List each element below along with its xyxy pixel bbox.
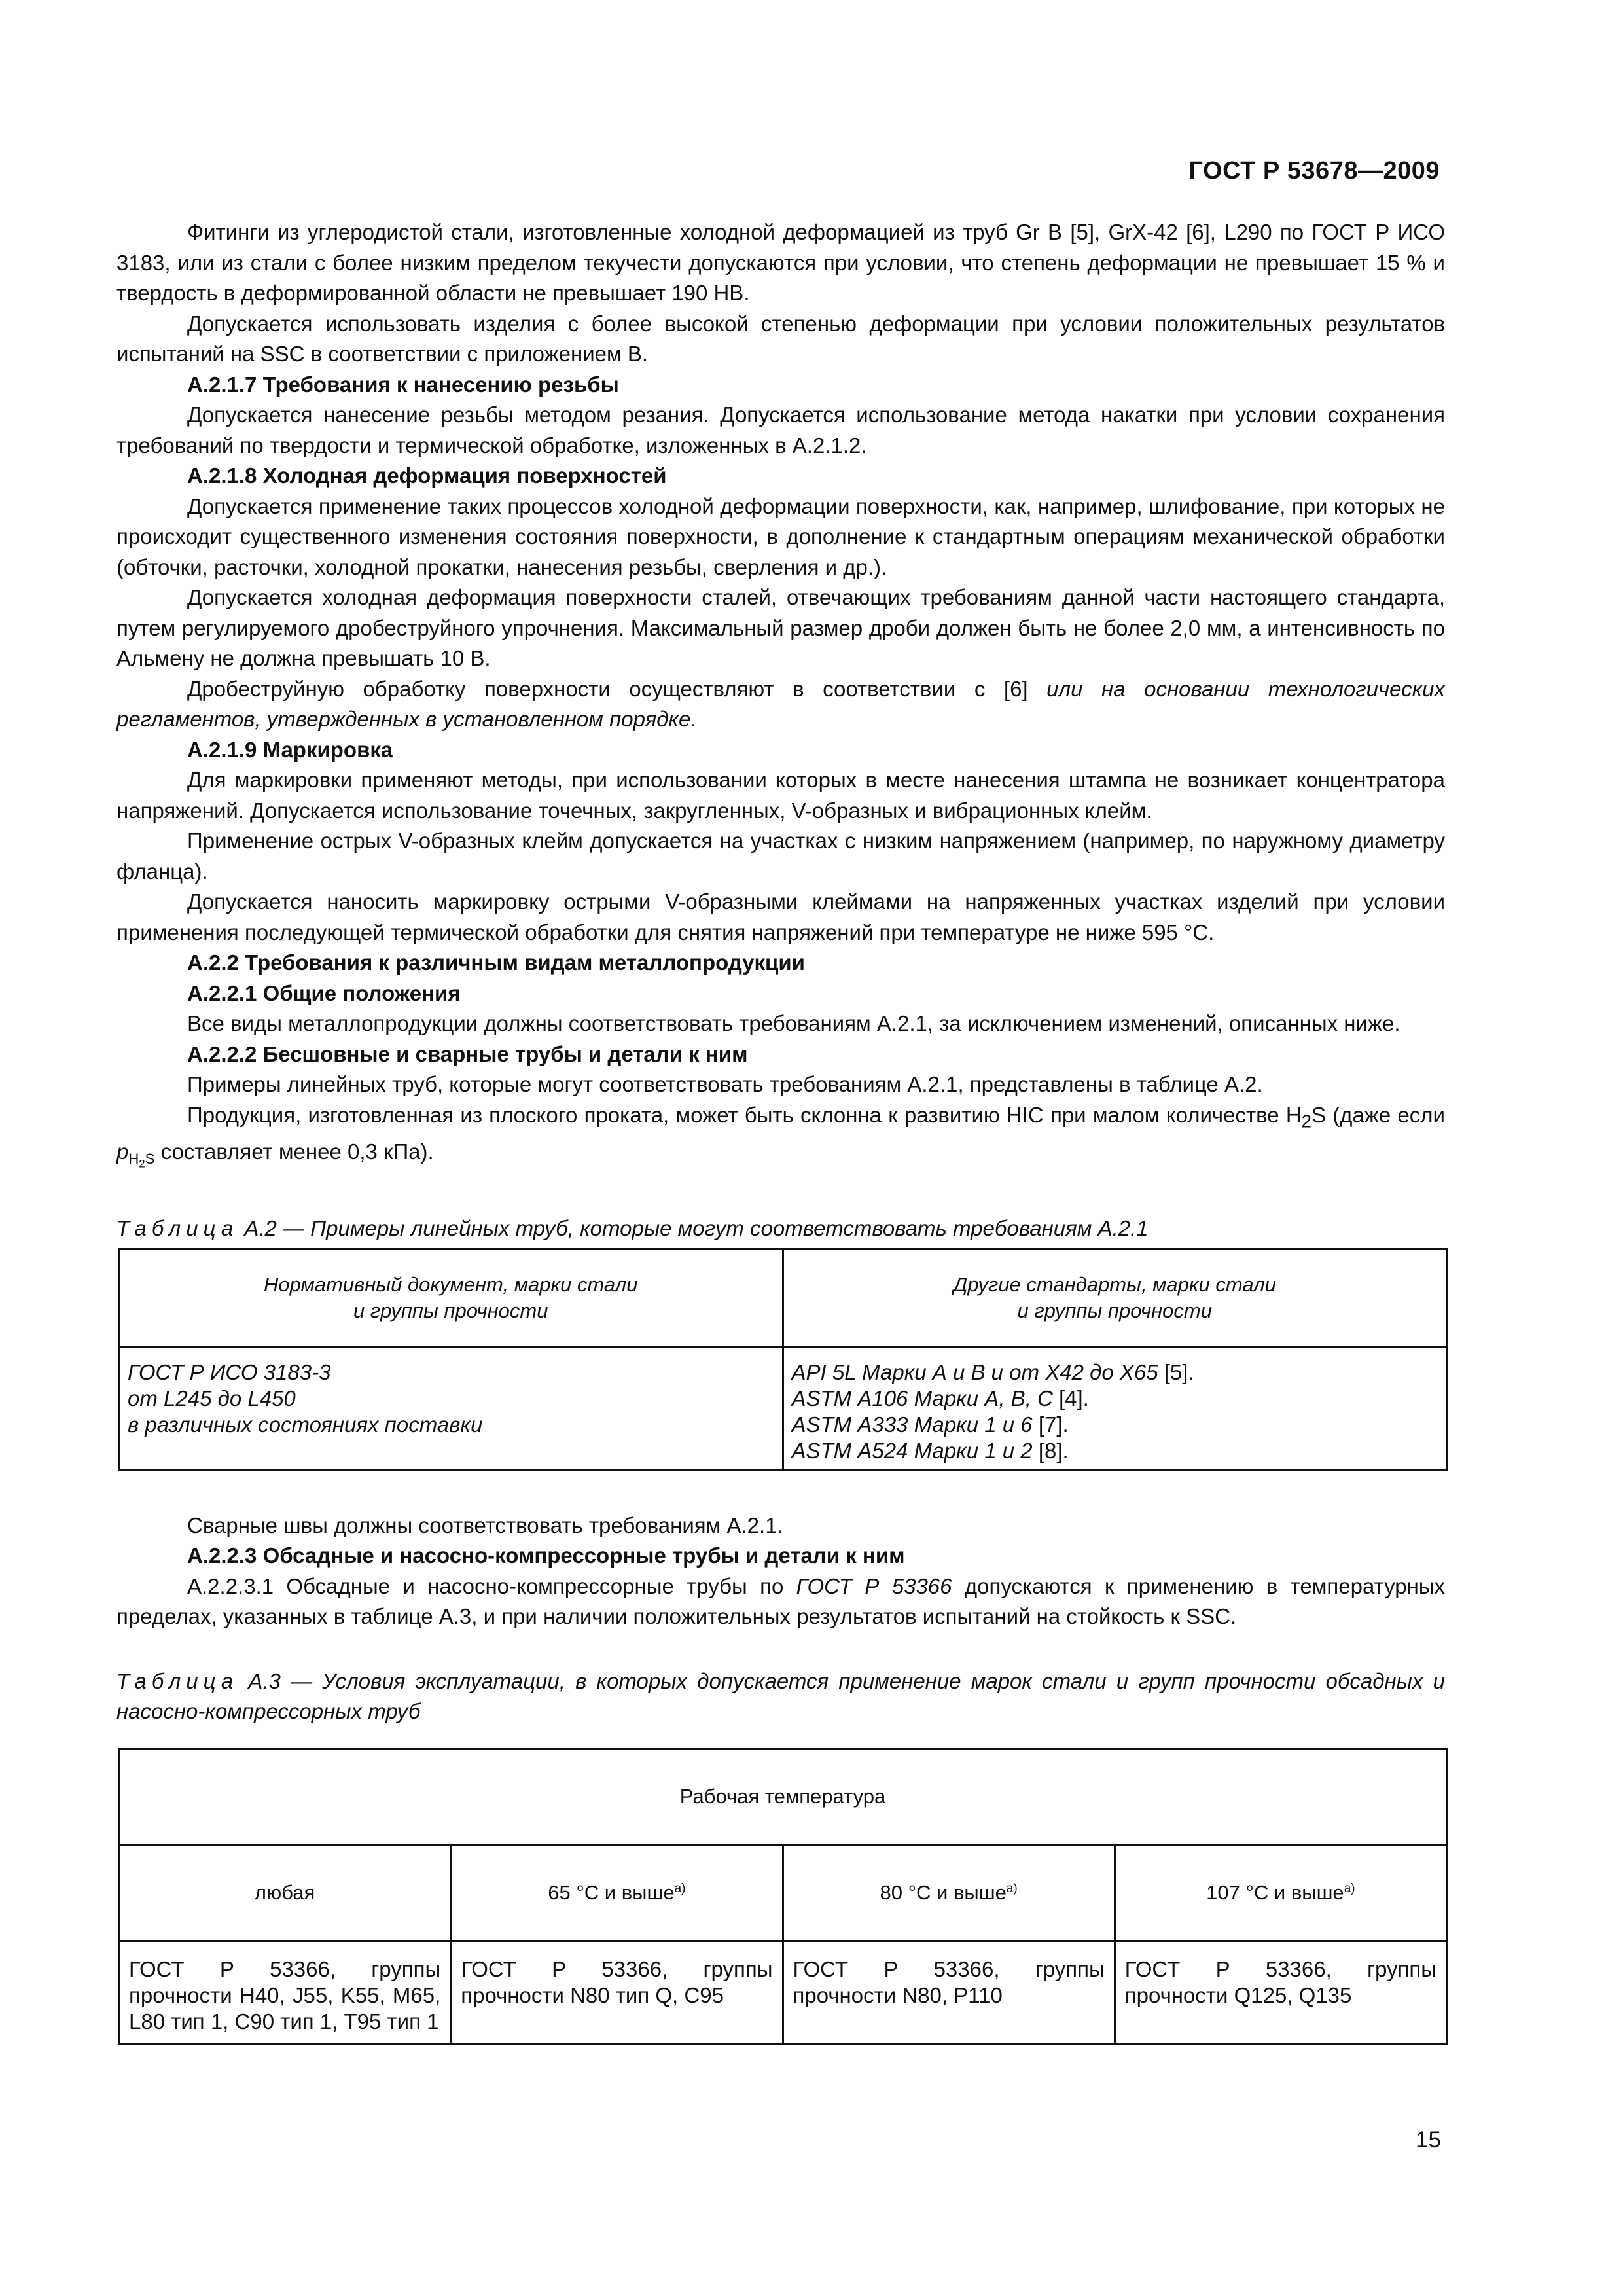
section-heading: А.2.1.8 Холодная деформация поверхностей <box>187 463 667 488</box>
table-header-cell: Рабочая температура <box>119 1749 1447 1845</box>
page-number: 15 <box>1416 2127 1441 2153</box>
table-a3 <box>118 1748 1448 2045</box>
paragraph-text: Продукция, изготовленная из плоского проката, может быть склонна к развитию HIC при малом количестве H <box>187 1102 1302 1127</box>
table-a2 <box>118 1248 1448 1471</box>
paragraph-text: Дробеструйную обработку поверхности осуществляют в соответствии с [6] <box>187 676 1047 701</box>
document-code: ГОСТ Р 53678—2009 <box>1188 157 1440 185</box>
subscript: 2 <box>1301 1111 1311 1132</box>
table-cell: ГОСТ Р 53366, группы прочности N80, Р110 <box>783 1941 1115 2043</box>
table-caption: Таблица А.3 — Условия эксплуатации, в которых допускается применение марок стали и групп прочности обсадных и насосно-компрессорных труб <box>116 1668 1445 1724</box>
paragraph: Допускается применение таких процессов холодной деформации поверхности, как, например, шлифование, при которых не происходит существенного изменения состояния поверхности, в дополнение к стандартным операциям механической обработки (обточки, расточки, холодной прокатки, нанесения резьбы, сверления и др.). <box>116 493 1445 579</box>
italic-text: или на основании технологических регламентов, утвержденных в установленном порядке. <box>116 676 1446 731</box>
table-cell: ГОСТ Р 53366, группы прочности Q125, Q135 <box>1115 1941 1446 2043</box>
paragraph-text: S (даже если <box>1311 1102 1445 1127</box>
section-heading: А.2.2.1 Общие положения <box>187 980 461 1005</box>
paragraph: Допускается наносить маркировку острыми V-образными клеймами на напряженных участках изделий при условии применения последующей термической обработки для снятия напряжений при температуре не ниже 595 °С. <box>116 889 1445 944</box>
table-cell: API 5L Марки А и В и от Х42 до Х65 [5]. ASTM А106 Марки А, В, С [4]. ASTM А333 Марки 1 и 6 [7]. ASTM А524 Марки 1 и 2 [8]. <box>783 1346 1447 1470</box>
paragraph: Допускается холодная деформация поверхности сталей, отвечающих требованиям данной части настоящего стандарта, путем регулируемого дробеструйного упрочнения. Максимальный размер дроби должен быть не более 2,0 мм, а интенсивность по Альмену не должна превышать 10 В. <box>116 585 1445 670</box>
section-heading: А.2.2.2 Бесшовные и сварные трубы и детали к ним <box>187 1041 748 1066</box>
table-header-cell: Другие стандарты, марки стали и группы прочности <box>783 1249 1447 1346</box>
section-heading: А.2.1.9 Маркировка <box>187 737 393 762</box>
paragraph: Для маркировки применяют методы, при использовании которых в месте нанесения штампа не возникает концентратора напряжений. Допускается использование точечных, закругленных, V-образных и вибрационных клейм. <box>116 768 1445 823</box>
table-cell: ГОСТ Р 53366, группы прочности N80 тип Q, С95 <box>451 1941 783 2043</box>
paragraph: Применение острых V-образных клейм допускается на участках с низким напряжением (например, по наружному диаметру фланца). <box>116 829 1445 884</box>
table-cell: ГОСТ Р ИСО 3183-3 от L245 до L450 в различных состояниях поставки <box>119 1346 783 1470</box>
paragraph: Сварные швы должны соответствовать требованиям А.2.1. <box>187 1513 783 1537</box>
table-cell: ГОСТ Р 53366, группы прочности Н40, J55, K55, М65, L80 тип 1, С90 тип 1, Т95 тип 1 <box>119 1941 451 2043</box>
table-header-cell: Нормативный документ, марки стали и группы прочности <box>119 1249 783 1346</box>
paragraph: Фитинги из углеродистой стали, изготовленные холодной деформацией из труб Gr В [5], GrX-42 [6], L290 по ГОСТ Р ИСО 3183, или из стали с более низким пределом текучести допускаются при условии, что степень деформации не превышает 15 % и твердость в деформированной области не превышает 190 НВ. <box>116 220 1445 305</box>
table-header-cell: 65 °С и выше$^{a)}$ <box>451 1845 783 1941</box>
table-caption: Таблица А.2 — Примеры линейных труб, которые могут соответствовать требованиям А.2.1 <box>116 1216 1149 1241</box>
paragraph: Все виды металлопродукции должны соответствовать требованиям А.2.1, за исключением изменений, описанных ниже. <box>187 1011 1400 1035</box>
paragraph: Допускается нанесение резьбы методом резания. Допускается использование метода накатки при условии сохранения требований по твердости и термической обработке, изложенных в А.2.1.2. <box>116 403 1445 457</box>
partial-pressure-symbol: $p_{H_2S}$ <box>116 1139 155 1170</box>
paragraph: А.2.2.3.1 Обсадные и насосно-компрессорные трубы по ГОСТ Р 53366 допускаются к применению в температурных пределах, указанных в таблице А.3, и при наличии положительных результатов испытаний на стойкость к SSC. <box>116 1573 1446 1629</box>
paragraph <box>116 674 1445 735</box>
section-heading: А.2.2 Требования к различным видам металлопродукции <box>187 950 805 975</box>
paragraph: Допускается использовать изделия с более высокой степенью деформации при условии положительных результатов испытаний на SSC в соответствии с приложением В. <box>116 311 1445 366</box>
page-content <box>116 217 1445 2045</box>
paragraph: Примеры линейных труб, которые могут соответствовать требованиям А.2.1, представлены в таблице А.2. <box>187 1072 1263 1096</box>
paragraph <box>116 1100 1445 1180</box>
table-header-cell: любая <box>119 1845 451 1941</box>
section-heading: А.2.1.7 Требования к нанесению резьбы <box>187 372 619 397</box>
table-header-cell: 107 °С и выше$^{a)}$ <box>1115 1845 1446 1941</box>
section-heading: А.2.2.3 Обсадные и насосно-компрессорные трубы и детали к ним <box>187 1543 905 1568</box>
table-header-cell: 80 °С и выше$^{a)}$ <box>783 1845 1115 1941</box>
paragraph-text: составляет менее 0,3 кПа). <box>154 1139 434 1164</box>
